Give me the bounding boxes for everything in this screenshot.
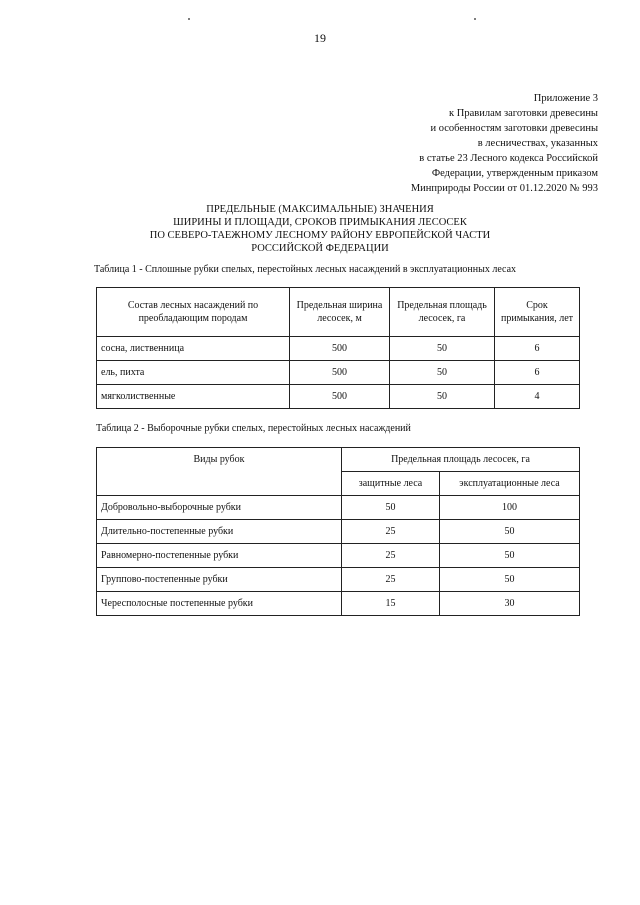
table-row — [97, 568, 580, 592]
appendix-line: в лесничествах, указанных — [477, 138, 598, 149]
title-line: ПРЕДЕЛЬНЫЕ (МАКСИМАЛЬНЫЕ) ЗНАЧЕНИЯ — [206, 204, 434, 215]
table-header-row — [97, 288, 580, 337]
table-cell: 6 — [495, 361, 580, 385]
column-header: Срок примыкания, лет — [495, 288, 580, 337]
table-cell: Равномерно-постепенные рубки — [97, 544, 342, 568]
table-cell: Длительно-постепенные рубки — [97, 520, 342, 544]
table-cell: 50 — [440, 520, 580, 544]
table-cell: 50 — [440, 568, 580, 592]
table-row — [97, 520, 580, 544]
appendix-line: к Правилам заготовки древесины — [449, 108, 598, 119]
table-cell: 50 — [390, 385, 495, 409]
table-row — [97, 385, 580, 409]
page-number: 19 — [314, 31, 326, 45]
appendix-line: в статье 23 Лесного кодекса Российской — [419, 153, 598, 164]
table-cell: 500 — [290, 361, 390, 385]
title-line: ШИРИНЫ И ПЛОЩАДИ, СРОКОВ ПРИМЫКАНИЯ ЛЕСОСЕК — [173, 217, 467, 228]
column-group-header: Предельная площадь лесосек, га — [342, 448, 580, 472]
table-cell: мягколиственные — [97, 385, 290, 409]
table-row — [97, 361, 580, 385]
table-cell: 6 — [495, 337, 580, 361]
table-cell: 15 — [342, 592, 440, 616]
table-cell: 100 — [440, 496, 580, 520]
table-cell: 4 — [495, 385, 580, 409]
column-header: Состав лесных насаждений по преобладающим породам — [97, 288, 290, 337]
appendix-line: Федерации, утвержденным приказом — [431, 168, 598, 179]
document-title — [0, 203, 640, 255]
appendix-line: Приложение 3 — [533, 93, 598, 104]
table-cell: сосна, лиственница — [97, 337, 290, 361]
table-cell: 50 — [440, 544, 580, 568]
table-row — [97, 544, 580, 568]
title-line: РОССИЙСКОЙ ФЕДЕРАЦИИ — [251, 243, 389, 254]
table2 — [96, 447, 580, 616]
scan-speck — [474, 18, 476, 20]
table-cell: 50 — [342, 496, 440, 520]
table-cell: Группово-постепенные рубки — [97, 568, 342, 592]
column-header: Предельная площадь лесосек, га — [390, 288, 495, 337]
table-row — [97, 592, 580, 616]
table1 — [96, 287, 580, 409]
appendix-note — [411, 91, 598, 196]
table-cell: 500 — [290, 337, 390, 361]
appendix-line: и особенностям заготовки древесины — [430, 123, 598, 134]
table-cell: 25 — [342, 568, 440, 592]
table-header-row — [97, 448, 580, 472]
column-header: Предельная ширина лесосек, м — [290, 288, 390, 337]
table-cell: 25 — [342, 520, 440, 544]
table-cell: 30 — [440, 592, 580, 616]
column-subheader: защитные леса — [342, 472, 440, 496]
table-cell: 50 — [390, 361, 495, 385]
table-cell: 500 — [290, 385, 390, 409]
column-subheader: эксплуатационные леса — [440, 472, 580, 496]
table2-caption: Таблица 2 - Выборочные рубки спелых, перестойных лесных насаждений — [96, 423, 411, 434]
appendix-line: Минприроды России от 01.12.2020 № 993 — [410, 183, 598, 194]
table-cell: Добровольно-выборочные рубки — [97, 496, 342, 520]
column-header: Виды рубок — [97, 448, 342, 496]
table-cell: 25 — [342, 544, 440, 568]
table-cell: ель, пихта — [97, 361, 290, 385]
table-row — [97, 496, 580, 520]
table-cell: Чересполосные постепенные рубки — [97, 592, 342, 616]
table-row — [97, 337, 580, 361]
table1-caption: Таблица 1 - Сплошные рубки спелых, перестойных лесных насаждений в эксплуатационных лесах — [94, 264, 517, 275]
title-line: ПО СЕВЕРО-ТАЕЖНОМУ ЛЕСНОМУ РАЙОНУ ЕВРОПЕЙСКОЙ ЧАСТИ — [149, 230, 491, 241]
table-cell: 50 — [390, 337, 495, 361]
scan-speck — [188, 18, 190, 20]
